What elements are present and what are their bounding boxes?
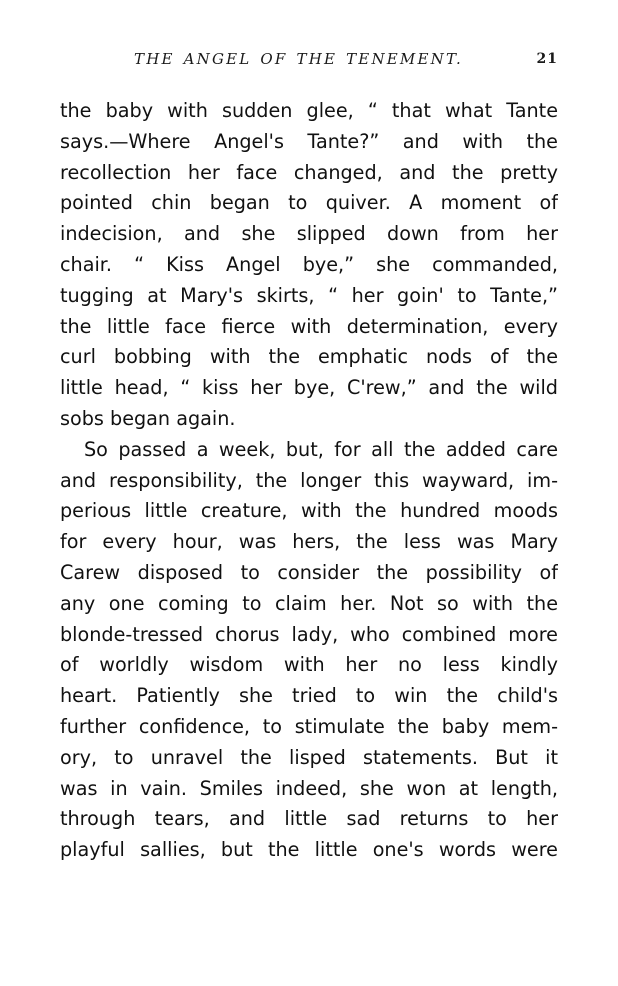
text-line: Carew disposed to consider the possibility of [60,560,558,584]
text-line: the little face fierce with determination, every [60,314,558,338]
running-title: THE ANGEL OF THE TENEMENT. [134,50,463,68]
body-text [60,96,558,866]
paragraph-start-line: So passed a week, but, for all the added care [84,437,558,461]
text-line: tugging at Mary's skirts, “ her goin' to Tante,” [60,283,558,307]
text-line: the baby with sudden glee, “ that what Tante [60,99,558,122]
running-head [60,50,558,74]
text-line: pointed chin began to quiver. A moment of [60,191,558,215]
text-line: heart. Patiently she tried to win the child's [60,684,558,708]
text-line: little head, “ kiss her bye, C'rew,” and the wild [60,376,558,400]
text-line: recollection her face changed, and the pretty [60,160,558,184]
text-line: further confidence, to stimulate the baby mem- [60,714,558,738]
text-line: perious little creature, with the hundred moods [60,499,558,523]
text-line: chair. “ Kiss Angel bye,” she commanded, [60,252,558,276]
text-line: for every hour, was hers, the less was Mary [60,530,558,554]
text-line: curl bobbing with the emphatic nods of the [60,345,558,369]
text-line: ory, to unravel the lisped statements. But it [60,745,558,769]
text-line: blonde-tressed chorus lady, who combined more [60,622,558,646]
text-line: any one coming to claim her. Not so with the [60,591,558,615]
text-line: was in vain. Smiles indeed, she won at length, [60,776,558,800]
text-line: and responsibility, the longer this wayward, im- [60,468,558,492]
text-line: of worldly wisdom with her no less kindly [60,653,558,677]
page-number: 21 [536,51,558,67]
text-line: indecision, and she slipped down from her [60,222,558,246]
text-line: through tears, and little sad returns to her [60,807,558,831]
text-line: playful sallies, but the little one's words were [60,838,558,862]
text-line: says.—Where Angel's Tante?” and with the [60,129,558,153]
paragraph-end-line: sobs began again. [60,406,236,430]
